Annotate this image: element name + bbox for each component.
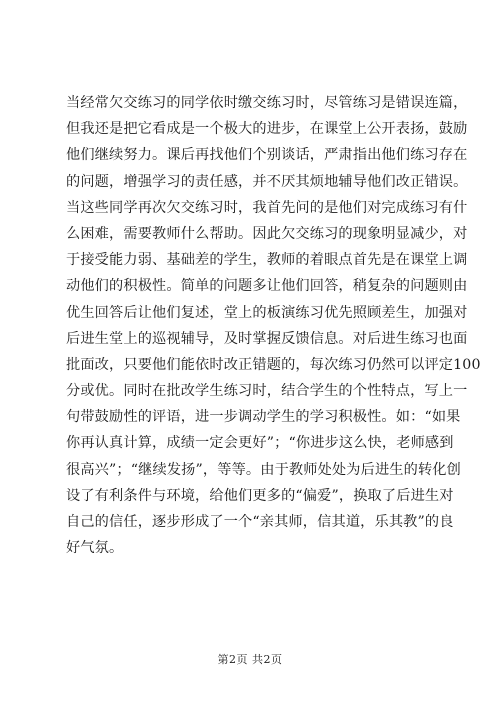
text-line: 他们继续努力。课后再找他们个别谈话，严肃指出他们练习存在: [66, 147, 468, 164]
text-line: 好气氛。: [66, 540, 124, 557]
text-line: 句带鼓励性的评语，进一步调动学生的学习积极性。如：“如果: [66, 409, 461, 426]
text-line: 于接受能力弱、基础差的学生，教师的着眼点首先是在课堂上调: [66, 252, 468, 269]
text-line: 分或优。同时在批改学生练习时，结合学生的个性特点，写上一: [66, 383, 468, 400]
text-line: 设了有利条件与环境，给他们更多的“偏爱”，换取了后进生对: [66, 487, 454, 504]
text-line: 后进生堂上的巡视辅导，及时掌握反馈信息。对后进生练习也面: [66, 330, 468, 347]
text-line: 批面改，只要他们能依时改正错题的，每次练习仍然可以评定100: [66, 356, 481, 373]
text-line: 么困难，需要教师什么帮助。因此欠交练习的现象明显减少，对: [66, 225, 468, 242]
text-line: 优生回答后让他们复述，堂上的板演练习优先照顾差生，加强对: [66, 304, 468, 321]
text-line: 你再认真计算，成绩一定会更好”；“你进步这么快，老师感到: [66, 435, 454, 452]
page-number-footer: 第2页 共2页: [217, 653, 283, 666]
text-line: 但我还是把它看成是一个极大的进步，在课堂上公开表扬，鼓励: [66, 121, 468, 138]
text-line: 很高兴”；“继续发扬”，等等。由于教师处处为后进生的转化创: [66, 461, 461, 478]
text-line: 动他们的积极性。简单的问题多让他们回答，稍复杂的问题则由: [66, 278, 468, 295]
text-line: 当这些同学再次欠交练习时，我首先问的是他们对完成练习有什: [66, 199, 468, 216]
text-line: 自己的信任，逐步形成了一个“亲其师，信其道，乐其教”的良: [66, 514, 454, 530]
text-line: 当经常欠交练习的同学依时缴交练习时，尽管练习是错误连篇，: [66, 95, 468, 111]
body-paragraph: [66, 90, 481, 561]
text-line: 的问题，增强学习的责任感，并不厌其烦地辅导他们改正错误。: [66, 173, 468, 190]
